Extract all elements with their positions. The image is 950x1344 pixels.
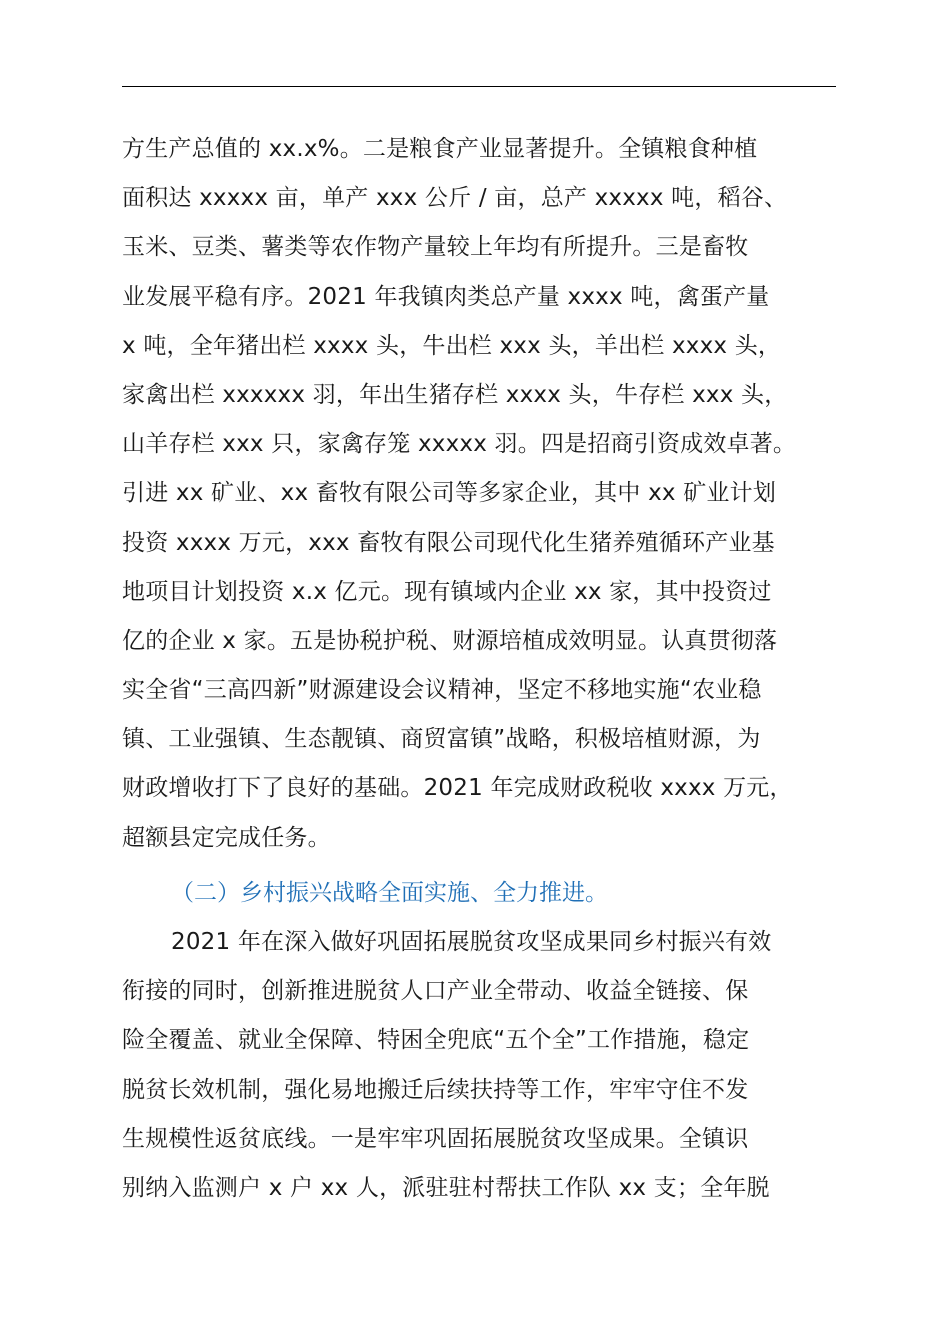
header-rule <box>122 86 836 87</box>
paragraph-line: 方生产总值的 xx.x%。二是粮食产业显著提升。全镇粮食种植 <box>122 136 758 162</box>
paragraph-line: 生规模性返贫底线。一是牢牢巩固拓展脱贫攻坚成果。全镇识 <box>122 1125 749 1152</box>
paragraph-line: 险全覆盖、就业全保障、特困全兜底“五个全”工作措施，稳定 <box>122 1027 750 1054</box>
paragraph-line: 玉米、豆类、薯类等农作物产量较上年均有所提升。三是畜牧 <box>122 234 749 261</box>
paragraph-line: 脱贫长效机制，强化易地搬迁后续扶持等工作，牢牢守住不发 <box>122 1076 749 1103</box>
paragraph-line: 面积达 xxxxx 亩，单产 xxx 公斤 / 亩，总产 xxxxx 吨，稻谷、 <box>122 185 788 212</box>
paragraph-line: 亿的企业 x 家。五是协税护税、财源培植成效明显。认真贯彻落 <box>122 627 778 654</box>
paragraph-line: 镇、工业强镇、生态靓镇、商贸富镇”战略，积极培植财源，为 <box>122 726 761 753</box>
paragraph-line: 地项目计划投资 x.x 亿元。现有镇域内企业 xx 家，其中投资过 <box>122 578 772 605</box>
section-heading: （二）乡村振兴战略全面实施、全力推进。 <box>171 880 608 906</box>
paragraph-line: 业发展平稳有序。2021 年我镇肉类总产量 xxxx 吨，禽蛋产量 <box>122 283 770 310</box>
paragraph-line: 家禽出栏 xxxxxx 羽，年出生猪存栏 xxxx 头，牛存栏 xxx 头， <box>122 381 788 408</box>
paragraph-first-line: 2021 年在深入做好巩固拓展脱贫攻坚成果同乡村振兴有效 <box>171 929 772 955</box>
paragraph-line: 引进 xx 矿业、xx 畜牧有限公司等多家企业，其中 xx 矿业计划 <box>122 480 777 507</box>
paragraph-line: 投资 xxxx 万元，xxx 畜牧有限公司现代化生猪养殖循环产业基 <box>122 529 775 556</box>
paragraph-2 <box>122 918 842 1213</box>
paragraph-line: 别纳入监测户 x 户 xx 人，派驻驻村帮扶工作队 xx 支；全年脱 <box>122 1174 770 1201</box>
paragraph-line: 实全省“三高四新”财源建设会议精神，坚定不移地实施“农业稳 <box>122 677 762 704</box>
paragraph-line: 财政增收打下了良好的基础。2021 年完成财政税收 xxxx 万元， <box>122 775 793 802</box>
paragraph-line: 山羊存栏 xxx 只，家禽存笼 xxxxx 羽。四是招商引资成效卓著。 <box>122 431 797 458</box>
paragraph-1 <box>122 125 842 863</box>
paragraph-line: 衔接的同时，创新推进脱贫人口产业全带动、收益全链接、保 <box>122 978 749 1005</box>
paragraph-line: x 吨，全年猪出栏 xxxx 头，牛出栏 xxx 头，羊出栏 xxxx 头， <box>122 332 782 359</box>
paragraph-line: 超额县定完成任务。 <box>122 824 331 851</box>
